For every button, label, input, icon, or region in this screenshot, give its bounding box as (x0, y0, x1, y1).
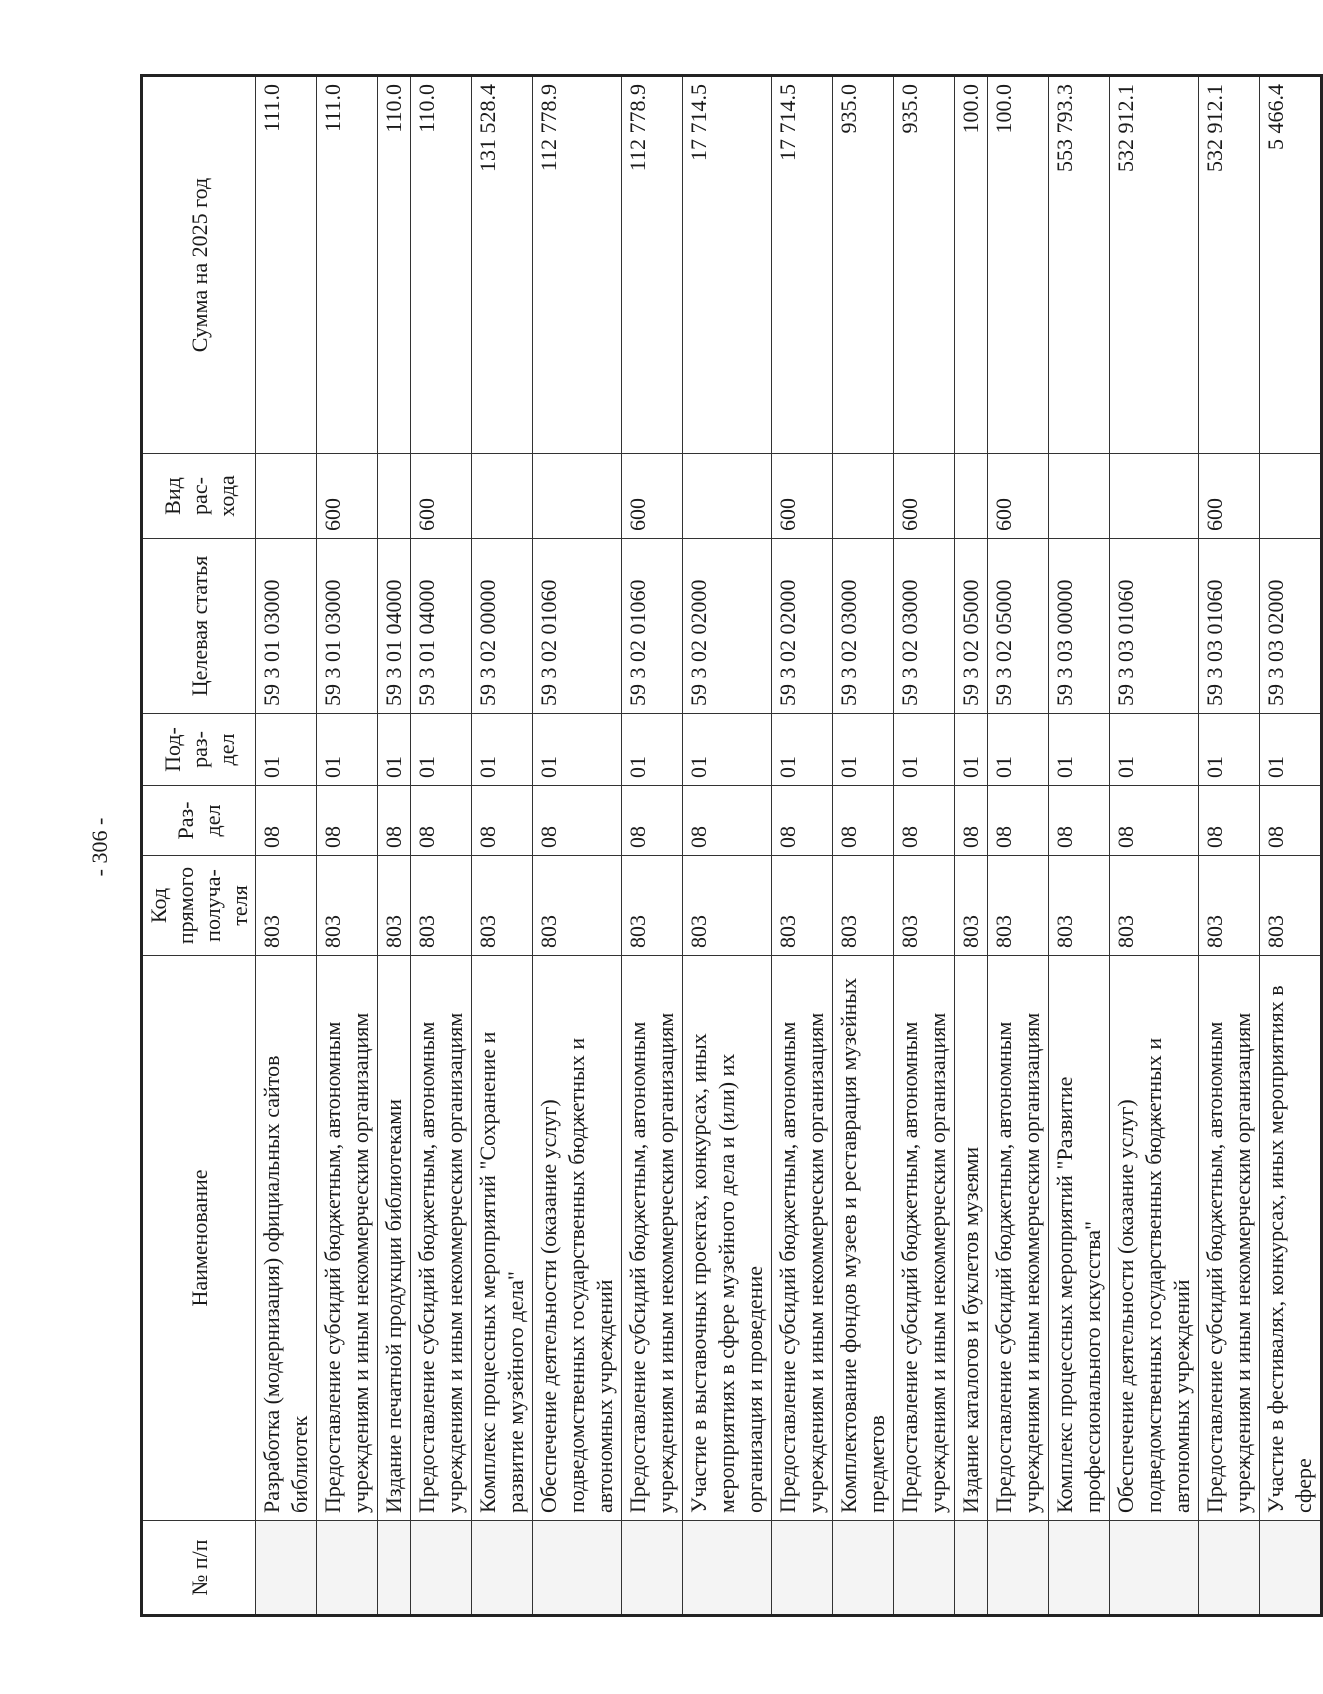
cell-vid (1110, 454, 1199, 539)
cell-podrazdel: 01 (411, 714, 472, 786)
cell-code: 803 (988, 856, 1049, 956)
cell-podrazdel: 01 (1049, 714, 1110, 786)
cell-vid: 600 (411, 454, 472, 539)
cell-vid (256, 454, 317, 539)
cell-celevaya: 59 3 03 01060 (1199, 539, 1260, 714)
cell-vid (472, 454, 533, 539)
cell-num (378, 1521, 411, 1616)
cell-code: 803 (1049, 856, 1110, 956)
cell-razdel: 08 (1199, 786, 1260, 856)
cell-num (622, 1521, 683, 1616)
table-row (955, 76, 988, 1616)
cell-code: 803 (411, 856, 472, 956)
cell-razdel: 08 (378, 786, 411, 856)
cell-sum: 17 714.5 (772, 76, 833, 454)
cell-num (533, 1521, 622, 1616)
cell-vid: 600 (1199, 454, 1260, 539)
cell-num (1260, 1521, 1322, 1616)
cell-sum: 110.0 (411, 76, 472, 454)
table-row (683, 76, 772, 1616)
cell-num (1049, 1521, 1110, 1616)
table-row (833, 76, 894, 1616)
cell-num (894, 1521, 955, 1616)
cell-podrazdel: 01 (988, 714, 1049, 786)
cell-code: 803 (1110, 856, 1199, 956)
cell-num (1199, 1521, 1260, 1616)
cell-name: Комплекс процессных мероприятий "Сохранение и развитие музейного дела" (472, 956, 533, 1521)
cell-celevaya: 59 3 02 01060 (533, 539, 622, 714)
cell-sum: 100.0 (988, 76, 1049, 454)
page-number: - 306 - (87, 817, 112, 877)
cell-code: 803 (256, 856, 317, 956)
cell-name: Предоставление субсидий бюджетным, автономным учреждениям и иным некоммерческим организациям (772, 956, 833, 1521)
cell-num (317, 1521, 378, 1616)
table-row (533, 76, 622, 1616)
cell-vid: 600 (988, 454, 1049, 539)
cell-razdel: 08 (622, 786, 683, 856)
cell-vid (1260, 454, 1322, 539)
cell-vid (378, 454, 411, 539)
cell-code: 803 (683, 856, 772, 956)
cell-code: 803 (317, 856, 378, 956)
cell-name: Предоставление субсидий бюджетным, автономным учреждениям и иным некоммерческим организациям (622, 956, 683, 1521)
cell-celevaya: 59 3 02 03000 (833, 539, 894, 714)
cell-sum: 110.0 (378, 76, 411, 454)
cell-name: Предоставление субсидий бюджетным, автономным учреждениям и иным некоммерческим организациям (411, 956, 472, 1521)
cell-sum: 17 714.5 (683, 76, 772, 454)
cell-celevaya: 59 3 01 03000 (256, 539, 317, 714)
cell-podrazdel: 01 (1199, 714, 1260, 786)
cell-podrazdel: 01 (378, 714, 411, 786)
cell-podrazdel: 01 (955, 714, 988, 786)
budget-table (140, 74, 1323, 1617)
cell-celevaya: 59 3 02 02000 (772, 539, 833, 714)
cell-podrazdel: 01 (1110, 714, 1199, 786)
cell-name: Предоставление субсидий бюджетным, автономным учреждениям и иным некоммерческим организациям (1199, 956, 1260, 1521)
cell-code: 803 (622, 856, 683, 956)
table-row (1199, 76, 1260, 1616)
header-sum: Сумма на 2025 год (142, 76, 256, 454)
table-header (142, 76, 256, 1616)
cell-sum: 111.0 (256, 76, 317, 454)
cell-num (833, 1521, 894, 1616)
cell-razdel: 08 (772, 786, 833, 856)
cell-vid (1049, 454, 1110, 539)
cell-code: 803 (533, 856, 622, 956)
table-row (256, 76, 317, 1616)
cell-sum: 5 466.4 (1260, 76, 1322, 454)
header-podrazdel: Под-раз-дел (142, 714, 256, 786)
cell-razdel: 08 (472, 786, 533, 856)
table-row (378, 76, 411, 1616)
cell-podrazdel: 01 (772, 714, 833, 786)
header-name: Наименование (142, 956, 256, 1521)
header-code: Код прямого получа-теля (142, 856, 256, 956)
cell-name: Предоставление субсидий бюджетным, автономным учреждениям и иным некоммерческим организациям (988, 956, 1049, 1521)
cell-code: 803 (833, 856, 894, 956)
cell-razdel: 08 (317, 786, 378, 856)
cell-podrazdel: 01 (533, 714, 622, 786)
cell-num (988, 1521, 1049, 1616)
header-razdel: Раз-дел (142, 786, 256, 856)
cell-name: Комплектование фондов музеев и реставрация музейных предметов (833, 956, 894, 1521)
cell-razdel: 08 (955, 786, 988, 856)
cell-name: Обеспечение деятельности (оказание услуг) подведомственных государственных бюджетных и автономных учреждений (1110, 956, 1199, 1521)
cell-num (772, 1521, 833, 1616)
cell-razdel: 08 (1049, 786, 1110, 856)
cell-vid: 600 (772, 454, 833, 539)
cell-podrazdel: 01 (622, 714, 683, 786)
cell-sum: 112 778.9 (533, 76, 622, 454)
cell-razdel: 08 (411, 786, 472, 856)
cell-name: Комплекс процессных мероприятий "Развитие профессионального искусства" (1049, 956, 1110, 1521)
cell-podrazdel: 01 (833, 714, 894, 786)
cell-vid (683, 454, 772, 539)
cell-code: 803 (1260, 856, 1322, 956)
cell-code: 803 (1199, 856, 1260, 956)
table-row (622, 76, 683, 1616)
header-num: № п/п (142, 1521, 256, 1616)
cell-num (683, 1521, 772, 1616)
cell-sum: 532 912.1 (1199, 76, 1260, 454)
cell-celevaya: 59 3 02 01060 (622, 539, 683, 714)
cell-name: Участие в фестивалях, конкурсах, иных мероприятиях в сфере (1260, 956, 1322, 1521)
cell-celevaya: 59 3 02 05000 (988, 539, 1049, 714)
cell-podrazdel: 01 (683, 714, 772, 786)
cell-code: 803 (772, 856, 833, 956)
cell-celevaya: 59 3 03 02000 (1260, 539, 1322, 714)
cell-num (1110, 1521, 1199, 1616)
cell-sum: 100.0 (955, 76, 988, 454)
table-row (988, 76, 1049, 1616)
cell-razdel: 08 (256, 786, 317, 856)
cell-celevaya: 59 3 02 05000 (955, 539, 988, 714)
cell-name: Предоставление субсидий бюджетным, автономным учреждениям и иным некоммерческим организациям (317, 956, 378, 1521)
cell-name: Издание каталогов и буклетов музеями (955, 956, 988, 1521)
cell-name: Обеспечение деятельности (оказание услуг) подведомственных государственных бюджетных и автономных учреждений (533, 956, 622, 1521)
table-row (472, 76, 533, 1616)
cell-vid: 600 (622, 454, 683, 539)
cell-celevaya: 59 3 01 03000 (317, 539, 378, 714)
cell-podrazdel: 01 (1260, 714, 1322, 786)
cell-podrazdel: 01 (894, 714, 955, 786)
header-row (142, 76, 256, 1616)
cell-sum: 935.0 (833, 76, 894, 454)
cell-num (955, 1521, 988, 1616)
table-row (411, 76, 472, 1616)
cell-name: Предоставление субсидий бюджетным, автономным учреждениям и иным некоммерческим организациям (894, 956, 955, 1521)
cell-sum: 553 793.3 (1049, 76, 1110, 454)
cell-razdel: 08 (894, 786, 955, 856)
cell-razdel: 08 (988, 786, 1049, 856)
header-vid: Вид рас-хода (142, 454, 256, 539)
cell-celevaya: 59 3 01 04000 (378, 539, 411, 714)
cell-code: 803 (894, 856, 955, 956)
cell-razdel: 08 (1110, 786, 1199, 856)
cell-vid (833, 454, 894, 539)
cell-celevaya: 59 3 03 01060 (1110, 539, 1199, 714)
cell-celevaya: 59 3 03 00000 (1049, 539, 1110, 714)
table-body (256, 76, 1322, 1616)
table-row (1049, 76, 1110, 1616)
cell-razdel: 08 (833, 786, 894, 856)
header-celevaya: Целевая статья (142, 539, 256, 714)
rotated-table-container (140, 77, 1316, 1617)
cell-podrazdel: 01 (317, 714, 378, 786)
cell-celevaya: 59 3 02 00000 (472, 539, 533, 714)
cell-name: Участие в выставочных проектах, конкурсах, иных мероприятиях в сфере музейного дела и (или) их организация и проведение (683, 956, 772, 1521)
table-row (894, 76, 955, 1616)
cell-name: Издание печатной продукции библиотеками (378, 956, 411, 1521)
cell-vid (955, 454, 988, 539)
cell-num (472, 1521, 533, 1616)
cell-podrazdel: 01 (256, 714, 317, 786)
cell-razdel: 08 (533, 786, 622, 856)
cell-razdel: 08 (683, 786, 772, 856)
cell-code: 803 (472, 856, 533, 956)
cell-sum: 532 912.1 (1110, 76, 1199, 454)
cell-num (256, 1521, 317, 1616)
cell-name: Разработка (модернизация) официальных сайтов библиотек (256, 956, 317, 1521)
cell-celevaya: 59 3 02 03000 (894, 539, 955, 714)
table-row (1110, 76, 1199, 1616)
cell-razdel: 08 (1260, 786, 1322, 856)
cell-vid: 600 (894, 454, 955, 539)
cell-vid (533, 454, 622, 539)
cell-num (411, 1521, 472, 1616)
cell-celevaya: 59 3 02 02000 (683, 539, 772, 714)
cell-code: 803 (955, 856, 988, 956)
table-row (772, 76, 833, 1616)
cell-sum: 112 778.9 (622, 76, 683, 454)
cell-sum: 111.0 (317, 76, 378, 454)
cell-sum: 131 528.4 (472, 76, 533, 454)
cell-celevaya: 59 3 01 04000 (411, 539, 472, 714)
cell-vid: 600 (317, 454, 378, 539)
table-row (317, 76, 378, 1616)
cell-code: 803 (378, 856, 411, 956)
table-row (1260, 76, 1322, 1616)
cell-podrazdel: 01 (472, 714, 533, 786)
cell-sum: 935.0 (894, 76, 955, 454)
